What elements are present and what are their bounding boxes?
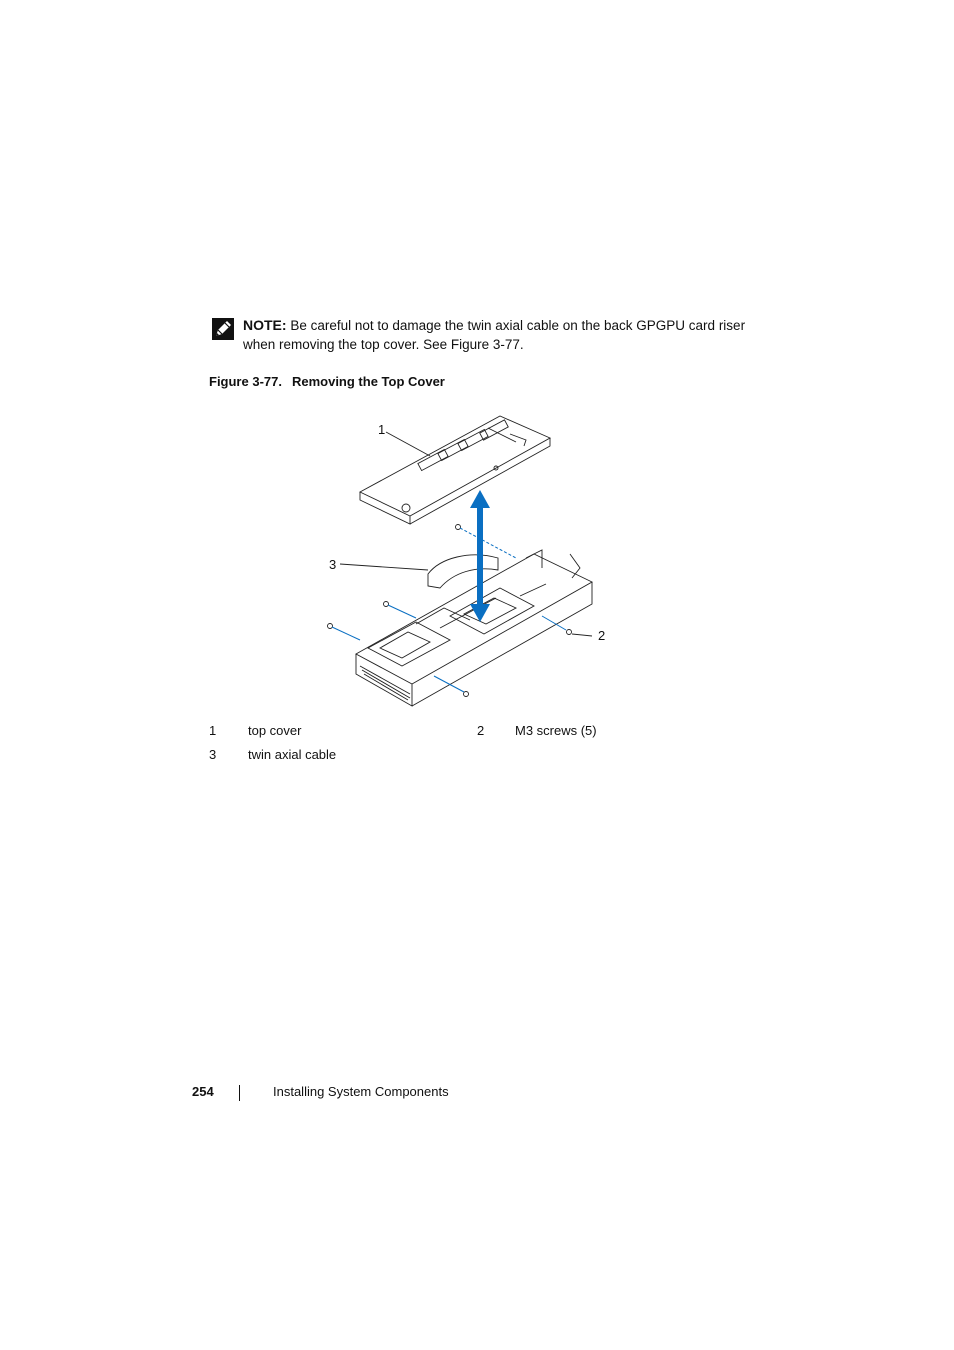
footer-separator: [239, 1085, 240, 1101]
page-number: 254: [192, 1084, 214, 1099]
legend-text: twin axial cable: [248, 747, 337, 762]
chassis-drawing: [356, 550, 592, 706]
note-text: [243, 316, 753, 354]
pencil-note-icon: [212, 318, 234, 340]
legend-text: top cover: [248, 723, 302, 738]
legend-number: 1: [209, 723, 217, 738]
callout-1: 1: [378, 422, 386, 437]
note-label: NOTE:: [243, 317, 287, 333]
top-cover-drawing: [360, 416, 550, 524]
figure-title: Removing the Top Cover: [291, 374, 445, 389]
top-cover-removal-illustration: [320, 408, 620, 710]
legend-number: 2: [477, 723, 485, 738]
legend-number: 3: [209, 747, 217, 762]
section-title: Installing System Components: [273, 1084, 449, 1099]
legend-text: M3 screws (5): [515, 723, 597, 738]
callout-2: 2: [598, 628, 606, 643]
note-body: Be careful not to damage the twin axial cable on the back GPGPU card riser when removing the top cover. See Figure 3-77.: [243, 318, 746, 352]
callout-3: 3: [329, 557, 337, 572]
figure-caption: [209, 374, 445, 389]
figure-number: Figure 3-77.: [209, 374, 282, 389]
